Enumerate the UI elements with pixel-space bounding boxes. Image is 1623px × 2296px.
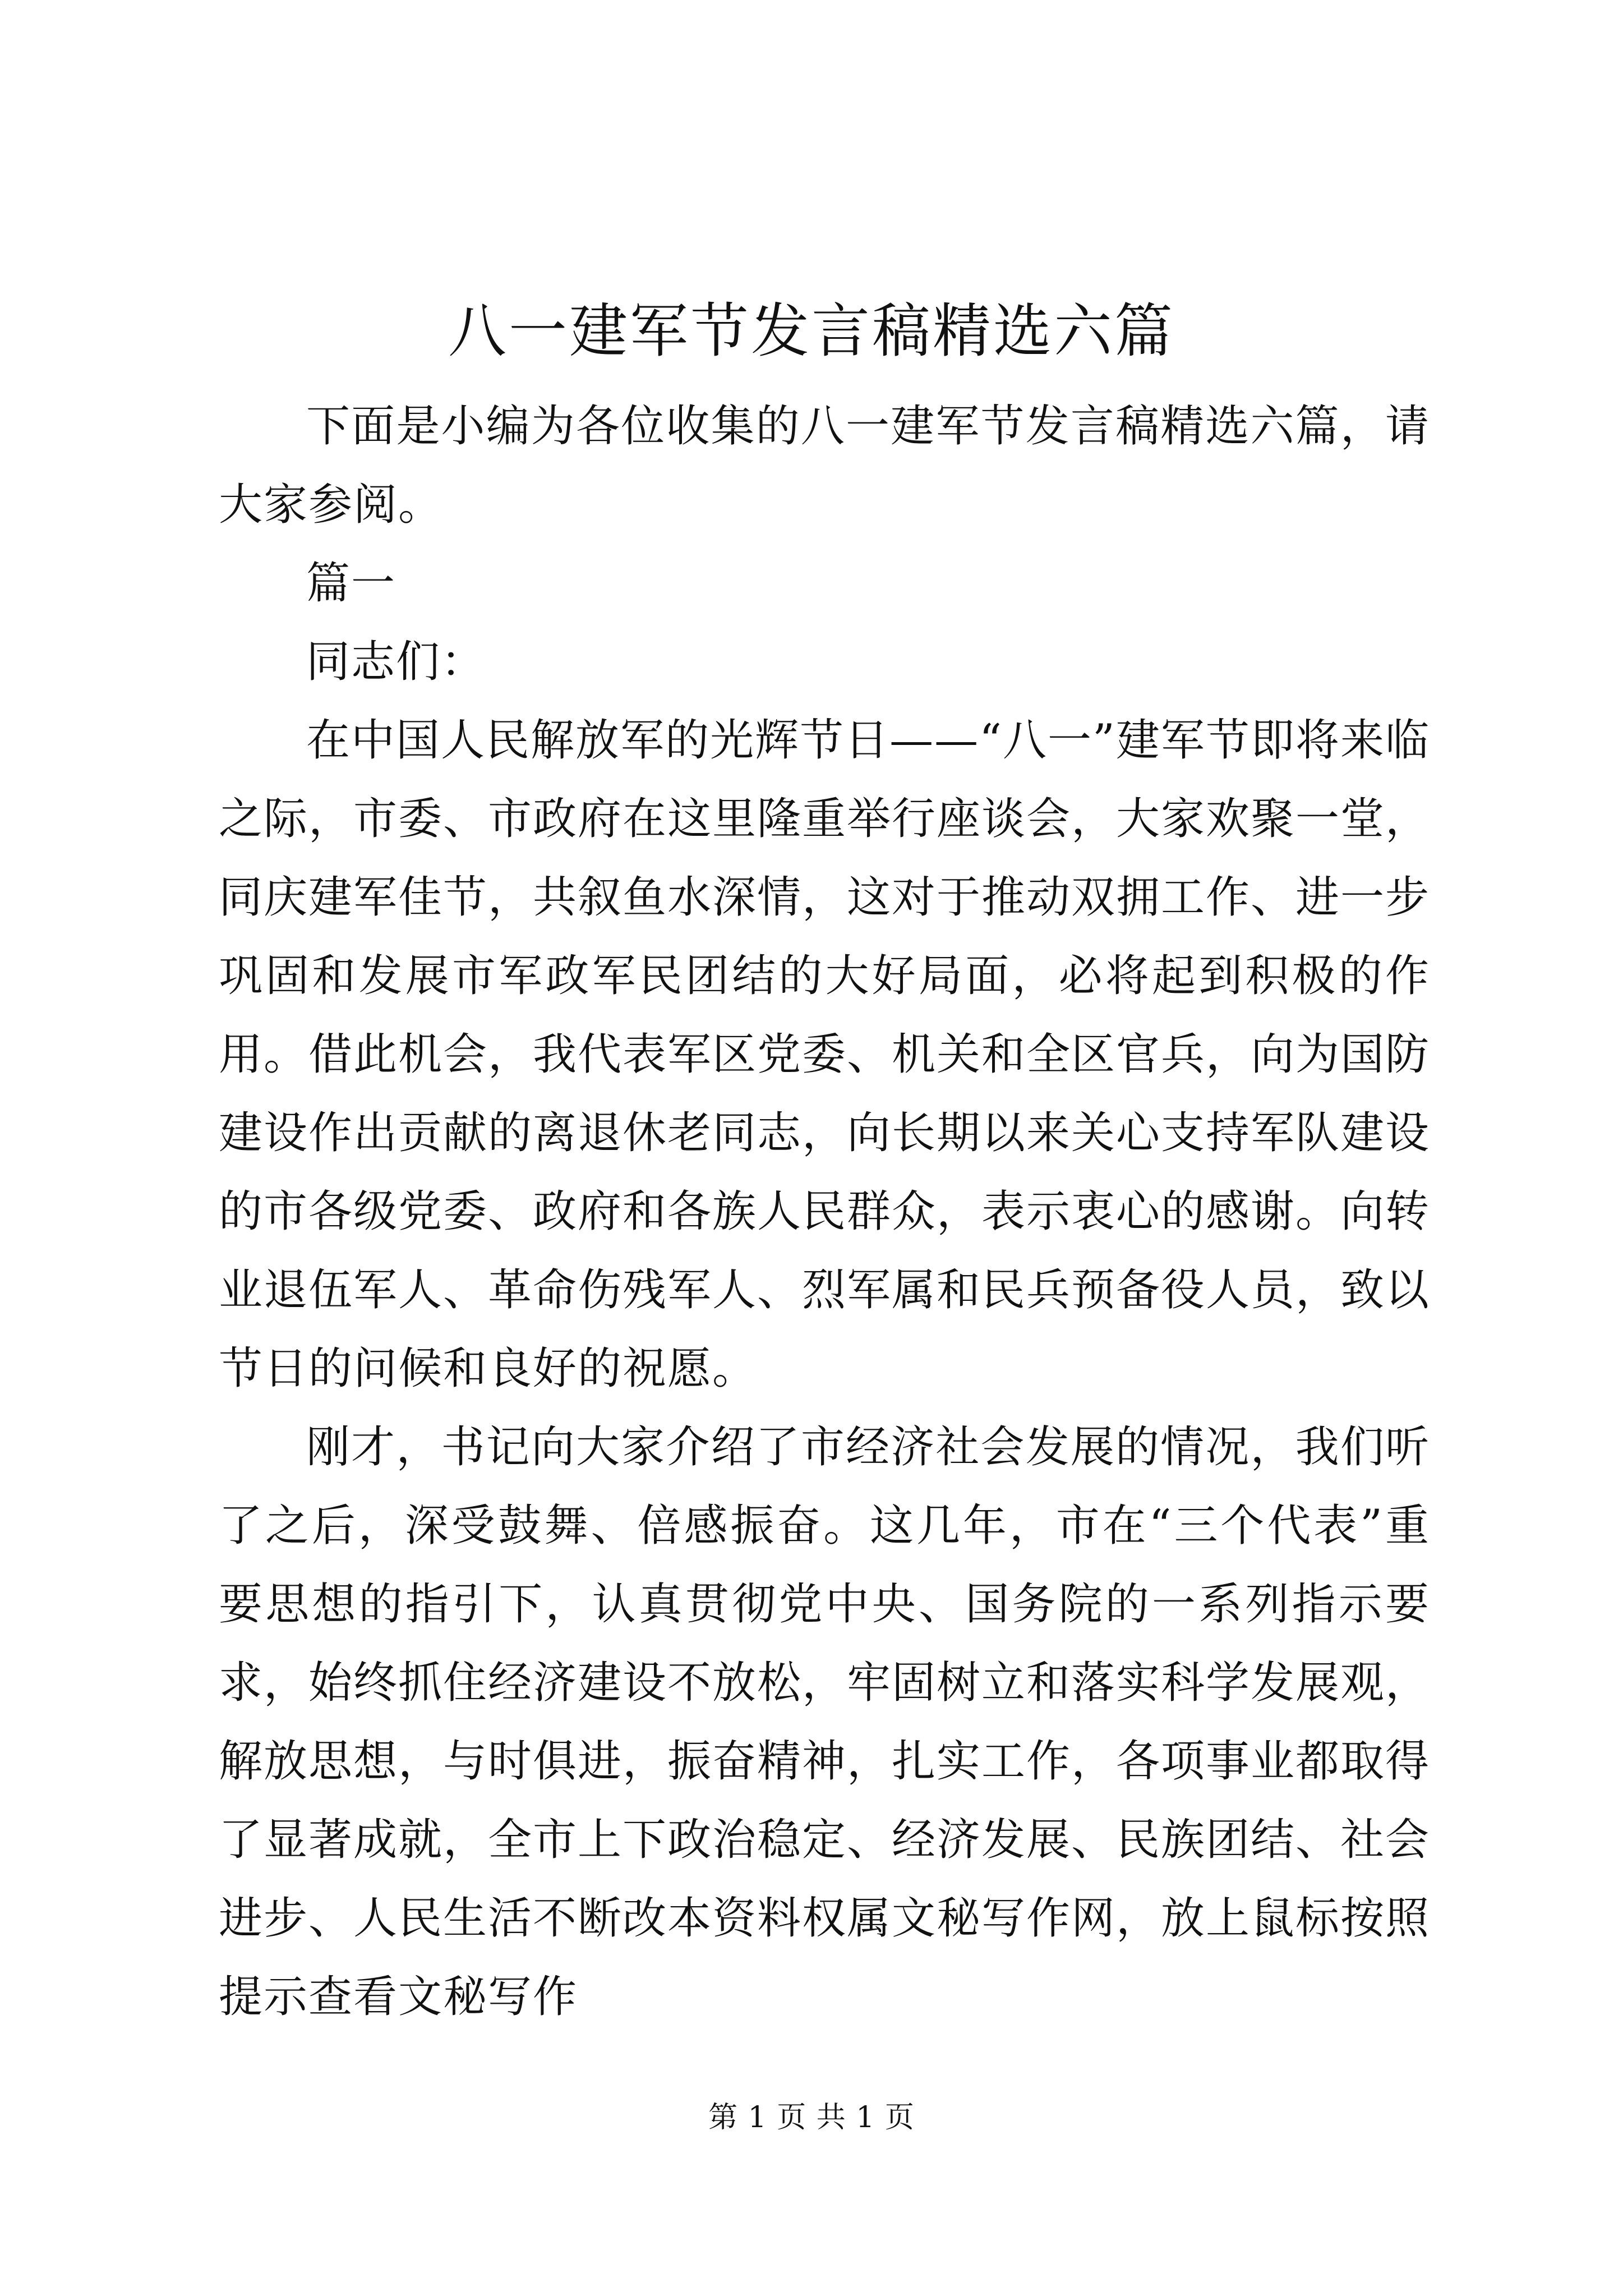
page-footer: 第 1 页 共 1 页 bbox=[708, 2101, 915, 2134]
body-paragraph: 在中国人民解放军的光辉节日——“八一”建军节即将来临之际，市委、市政府在这里隆重举行座谈会，大家欢聚一堂，同庆建军佳节，共叙鱼水深情，这对于推动双拥工作、进一步巩固和发展市军政军民团结的大好局面，必将起到积极的作用。借此机会，我代表军区党委、机关和全区官兵，向为国防建设作出贡献的离退休老同志，向长期以来关心支持军队建设的市各级党委、政府和各族人民群众，表示衷心的感谢。向转业退伍军人、革命伤残军人、烈军属和民兵预备役人员，致以节日的问候和良好的祝愿。 bbox=[219, 715, 1431, 1394]
salutation: 同志们： bbox=[306, 637, 486, 687]
body-paragraph: 刚才，书记向大家介绍了市经济社会发展的情况，我们听了之后，深受鼓舞、倍感振奋。这几年，市在“三个代表”重要思想的指引下，认真贯彻党中央、国务院的一系列指示要求，始终抓住经济建设不放松，牢固树立和落实科学发展观，解放思想，与时俱进，振奋精神，扎实工作，各项事业都取得了显著成就，全市上下政治稳定、经济发展、民族团结、社会进步、人民生活不断改本资料权属文秘写作网，放上鼠标按照提示查看文秘写作 bbox=[219, 1422, 1431, 2022]
document-title: 八一建军节发言稿精选六篇 bbox=[448, 297, 1175, 365]
section-heading: 篇一 bbox=[306, 558, 396, 609]
document-body bbox=[219, 387, 1430, 2036]
intro-paragraph: 下面是小编为各位收集的八一建军节发言稿精选六篇，请大家参阅。 bbox=[219, 401, 1430, 530]
